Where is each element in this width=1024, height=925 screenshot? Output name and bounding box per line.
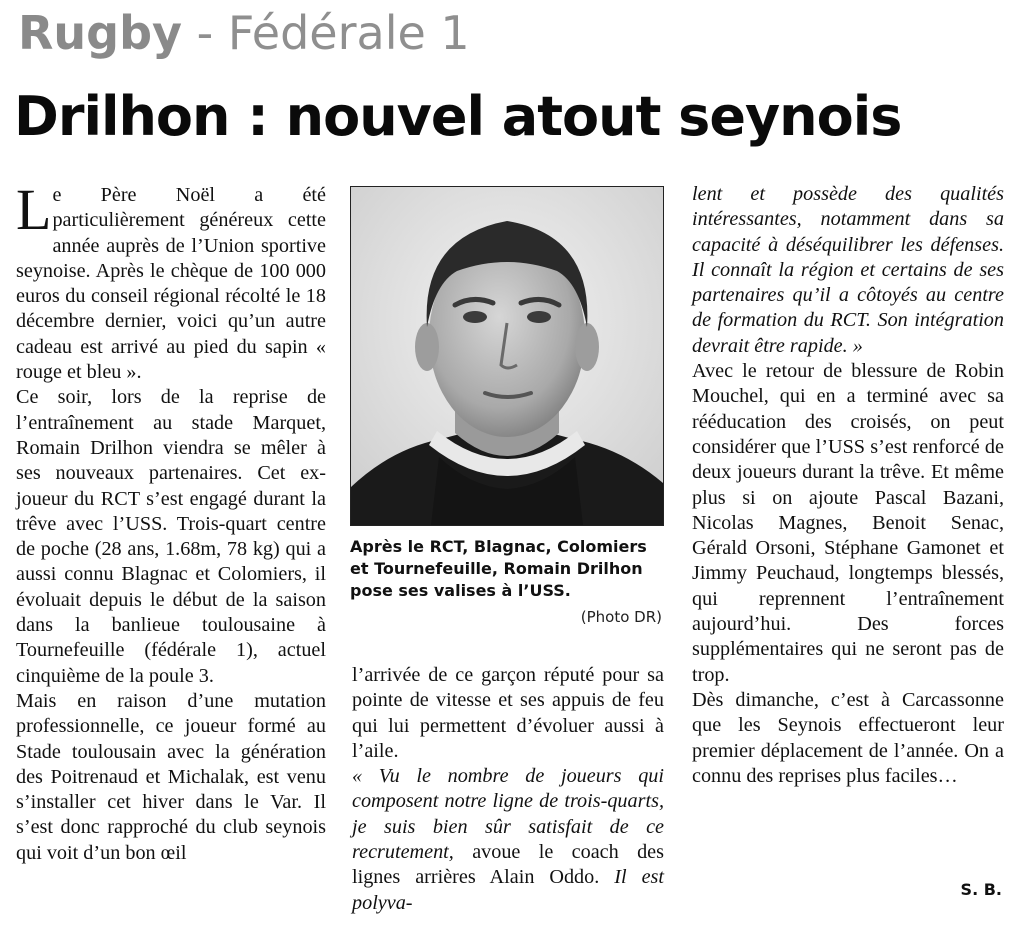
drop-cap: L: [16, 177, 52, 242]
article-paragraph: Ce soir, lors de la reprise de l’entraînement au stade Marquet, Romain Drilhon viendra se mêler à ses nouveaux partenaires. Cet ex-joueur du RCT s’est engagé durant la trêve avec l’USS. Trois-quart centre de poche (28 ans, 1.68m, 78 kg) qui a aussi connu Blagnac et Colomiers, il évoluait depuis le début de la saison dans la banlieue toulousaine à Tournefeuille (fédérale 1), actuel cinquième de la poule 3.: [16, 386, 326, 687]
quote-text: Il est polyva-: [352, 866, 664, 914]
article-paragraph: Avec le retour de blessure de Robin Mouchel, qui en a terminé avec sa rééducation des croisés, on peut considérer que l’USS s’est renforcé de deux joueurs durant la trêve. Et même plus si on ajoute Pascal Bazani, Nicolas Magnes, Benoit Senac, Gérald Orsoni, Stéphane Gamonet et Jimmy Peuchaud, longtemps blessés, qui reprennent l’entraînement aujourd’hui. Des forces supplémentaires qui ne seront pas de trop.: [692, 360, 1004, 686]
article-column-3: [692, 182, 1004, 789]
article-column-2: [352, 663, 664, 916]
subsection-name: Fédérale 1: [227, 6, 470, 60]
section-separator: -: [182, 6, 228, 60]
section-kicker: [18, 2, 470, 64]
paragraph-text: e Père Noël a été particulièrement généreux cette année auprès de l’Union sportive seynoise. Après le chèque de 100 000 euros du conseil régional récolté le 18 décembre dernier, voici qu’un autre cadeau est arrivé au pied du sapin « rouge et bleu ».: [16, 184, 326, 384]
player-photo: [350, 186, 664, 526]
article-paragraph: Dès dimanche, c’est à Carcassonne que les Seynois effectueront leur premier déplacement de l’année. On a connu des reprises plus faciles…: [692, 688, 1004, 787]
photo-caption: Après le RCT, Blagnac, Colomiers et Tournefeuille, Romain Drilhon pose ses valises à l’USS.: [350, 537, 647, 600]
article-paragraph: Mais en raison d’une mutation professionnelle, ce joueur formé au Stade toulousain avec la génération des Poitrenaud et Michalak, est venu s’installer cet hiver dans le Var. Il s’est donc rapproché du club seynois qui voit d’un bon œil: [16, 689, 326, 864]
quote-text: « Vu le nombre de joueurs qui composent notre ligne de trois-quarts, je suis bien sûr satisfait de ce recrutement,: [352, 765, 664, 864]
section-name: Rugby: [18, 6, 183, 60]
article-paragraph: [16, 177, 326, 385]
article-paragraph: l’arrivée de ce garçon réputé pour sa pointe de vitesse et ses appuis de feu qui lui permettent d’évoluer aussi à l’aile.: [352, 664, 664, 762]
author-signature: S. B.: [960, 880, 1002, 899]
quote-attribution: avoue le coach des lignes arrières Alain Oddo.: [352, 841, 664, 889]
headline: Drilhon : nouvel atout seynois: [14, 85, 902, 148]
quote-continuation: lent et possède des qualités intéressantes, notamment dans sa capacité à déséquilibrer les défenses. Il connaît la région et certains de ses partenaires qu’il a côtoyés au centre de formation du RCT. Son intégration devrait être rapide. »: [692, 183, 1004, 357]
quote-paragraph: [352, 764, 664, 916]
photo-credit: (Photo DR): [580, 608, 662, 626]
article-column-1: [16, 177, 326, 866]
